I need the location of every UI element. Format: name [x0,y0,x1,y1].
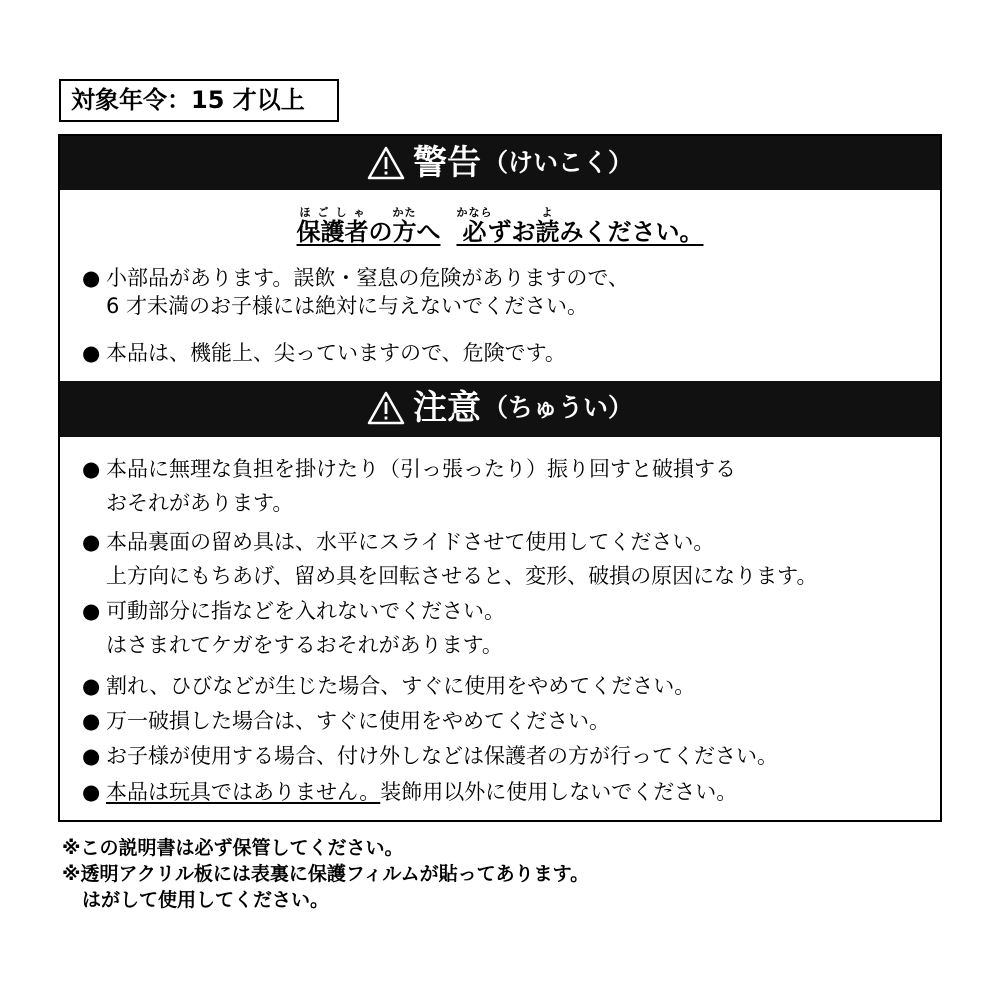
caution-item: ● 本品は玩具ではありません。装飾用以外に使用しないでください。 [82,780,738,804]
caution-header [60,381,940,437]
not-a-toy-notice: 本品は玩具ではありません。 [106,780,381,804]
footnote: はがして使用してください。 [82,889,330,911]
bullet: ● [82,744,101,768]
caution-item: ● お子様が使用する場合、付け外しなどは保護者の方が行ってください。 [82,744,778,768]
footnote: ※透明アクリル板には表裏に保護フィルムが貼ってあります。 [62,863,590,885]
warning-item: ● 本品は、機能上、尖っていますので、危険です。 [82,341,566,365]
footnotes [62,835,589,913]
warning-header [60,136,940,190]
warning-triangle-icon [367,146,405,180]
bullet: ● [82,530,101,554]
caution-item: ● 本品に無理な負担を掛けたり（引っ張ったり）振り回すと破損する おそれがあります。 [82,457,736,515]
guardian-notice: 保護者ほごしゃの方かたへ 必かならずお読よみください。 [296,206,704,246]
caution-reading: （ちゅうい） [482,393,633,422]
bullet: ● [82,780,101,804]
warning-title: 警告 [412,143,481,183]
safety-notice-frame [58,134,942,822]
caution-item: ● 本品裏面の留め具は、水平にスライドさせて使用してください。 上方向にもちあげ、留め具を回転させると、変形、破損の原因になります。 [82,530,818,588]
footnote: ※この説明書は必ず保管してください。 [62,837,404,859]
warning-item: ● 小部品があります。誤飲・窒息の危険がありますので、 6 才未満のお子様には絶対に与えないでください。 [82,266,629,318]
caution-item: ● 可動部分に指などを入れないでください。 はさまれてケガをするおそれがあります。 [82,599,505,657]
target-age-label: 対象年令：15 才以上 [59,79,339,122]
caution-item: ● 割れ、ひびなどが生じた場合、すぐに使用をやめてください。 [82,674,696,698]
bullet: ● [82,266,101,290]
bullet: ● [82,341,101,365]
warning-reading: （けいこく） [482,148,633,177]
bullet: ● [82,709,101,733]
bullet: ● [82,599,101,623]
warning-triangle-icon [367,391,405,425]
bullet: ● [82,674,101,698]
caution-title: 注意 [412,388,481,428]
bullet: ● [82,457,101,481]
caution-item: ● 万一破損した場合は、すぐに使用をやめてください。 [82,709,610,733]
